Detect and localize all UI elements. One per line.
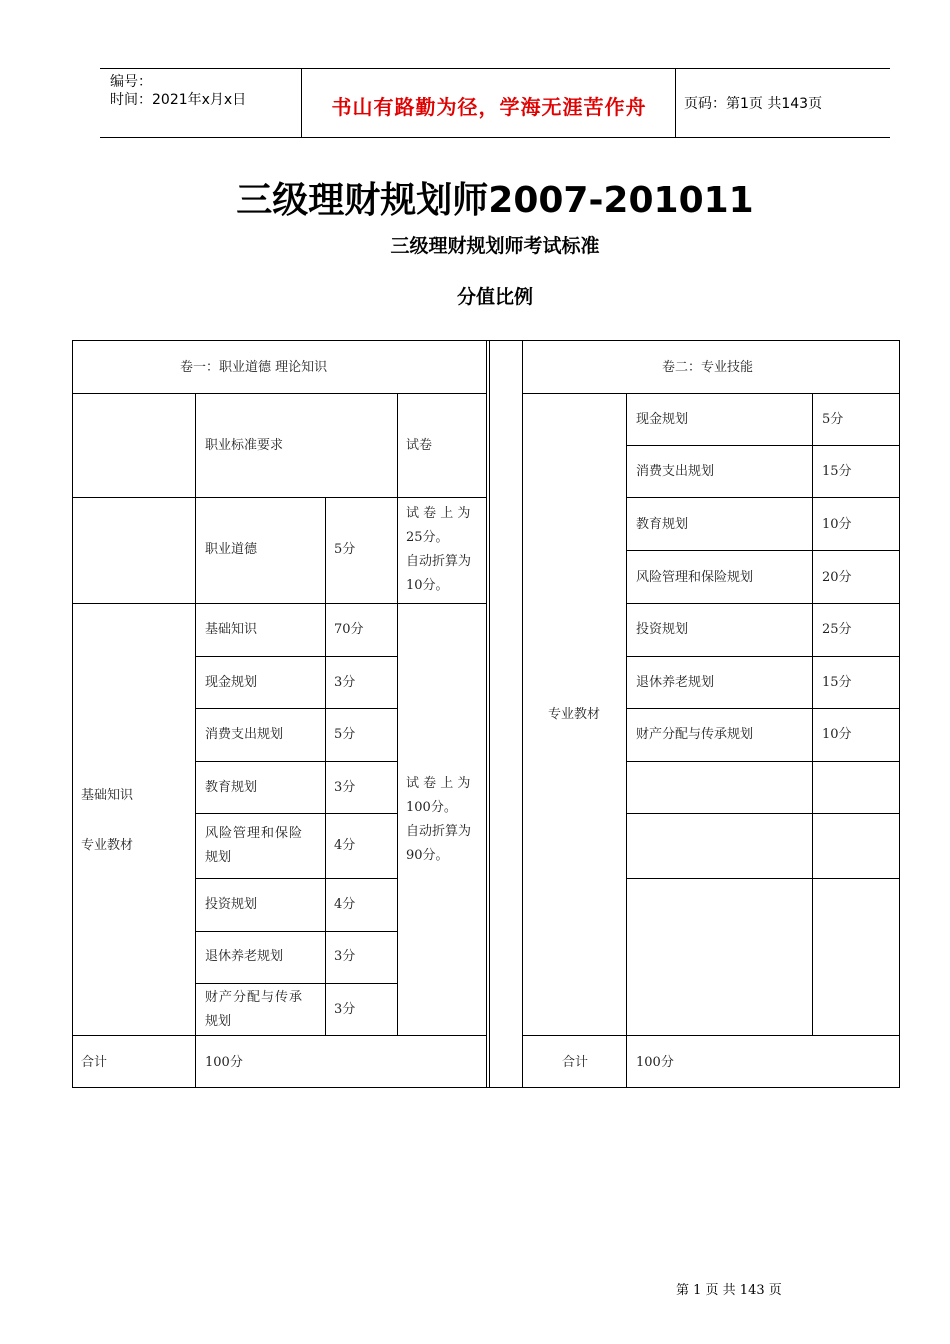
time-label: 时间：2021年x月x日	[110, 92, 247, 108]
right-row-score: 10分	[822, 727, 852, 742]
ethics-name: 职业道德	[205, 542, 258, 557]
col-paper-header: 试卷	[406, 438, 433, 453]
left-row-score: 5分	[334, 727, 356, 742]
page-header	[100, 68, 890, 138]
table-border	[522, 340, 523, 1088]
table-border	[486, 340, 487, 1088]
right-row-name: 风险管理和保险规划	[636, 570, 754, 585]
row-line	[195, 983, 397, 984]
total-label: 合计	[81, 1055, 108, 1070]
left-row-score: 3分	[334, 1002, 356, 1017]
left-row-score: 4分	[334, 897, 356, 912]
row-line	[72, 603, 486, 604]
right-row-name: 现金规划	[636, 412, 689, 427]
left-row-name: 退休养老规划	[205, 949, 284, 964]
right-row-name: 投资规划	[636, 622, 689, 637]
ethics-note: 试 卷 上 为 25分。 自动折算为 10分。	[406, 506, 472, 593]
right-row-name: 教育规划	[636, 517, 689, 532]
header-motto: 书山有路勤为径，学海无涯苦作舟	[331, 95, 647, 119]
total-value: 100分	[205, 1055, 243, 1070]
right-section-header: 卷二：专业技能	[662, 360, 754, 375]
col-line	[812, 393, 813, 1035]
group-label: 基础知识	[81, 788, 134, 803]
left-row-name: 基础知识	[205, 622, 258, 637]
table-border	[489, 340, 490, 1088]
right-row-name: 财产分配与传承规划	[636, 727, 754, 742]
section-heading: 分值比例	[456, 286, 533, 308]
document-title: 三级理财规划师2007-201011	[236, 180, 754, 221]
row-line	[626, 656, 900, 657]
row-line	[195, 878, 397, 879]
table-border	[899, 340, 900, 1088]
total-label: 合计	[562, 1055, 589, 1070]
right-row-score: 15分	[822, 675, 852, 690]
right-row-score: 15分	[822, 464, 852, 479]
col-requirement-header: 职业标准要求	[205, 438, 284, 453]
row-line	[72, 1035, 486, 1036]
row-line	[626, 761, 900, 762]
row-line	[626, 603, 900, 604]
row-line	[72, 497, 486, 498]
page-footer: 第 1 页 共 143 页	[676, 1283, 782, 1298]
right-group-label: 专业教材	[548, 707, 601, 722]
row-line	[195, 708, 397, 709]
left-row-score: 3分	[334, 949, 356, 964]
row-line	[195, 813, 397, 814]
left-row-name: 现金规划	[205, 675, 258, 690]
number-label: 编号：	[110, 74, 152, 90]
group-label: 专业教材	[81, 838, 134, 853]
left-row-name: 消费支出规划	[205, 727, 284, 742]
row-line	[195, 656, 397, 657]
row-line	[72, 393, 486, 394]
paper-note: 试 卷 上 为 100分。 自动折算为 90分。	[406, 776, 472, 863]
left-row-score: 4分	[334, 838, 356, 853]
left-row-score: 70分	[334, 622, 364, 637]
row-line	[195, 761, 397, 762]
header-page-info: 页码：第1页 共143页	[684, 96, 823, 112]
col-line	[397, 393, 398, 1035]
row-line	[195, 931, 397, 932]
left-row-name: 风险管理和保险 规划	[205, 826, 304, 865]
row-line	[626, 550, 900, 551]
row-line	[626, 708, 900, 709]
col-line	[626, 393, 627, 1088]
col-line	[195, 393, 196, 1088]
left-row-name: 财产分配与传承 规划	[205, 990, 304, 1029]
right-row-name: 消费支出规划	[636, 464, 715, 479]
right-row-name: 退休养老规划	[636, 675, 715, 690]
ethics-score: 5分	[334, 542, 356, 557]
right-row-score: 10分	[822, 517, 852, 532]
row-line	[626, 445, 900, 446]
right-row-score: 25分	[822, 622, 852, 637]
total-value: 100分	[636, 1055, 674, 1070]
left-row-score: 3分	[334, 675, 356, 690]
table-border	[72, 340, 73, 1088]
left-row-name: 教育规划	[205, 780, 258, 795]
score-table	[72, 340, 900, 1088]
row-line	[522, 1035, 900, 1036]
right-row-score: 20分	[822, 570, 852, 585]
document-subtitle: 三级理财规划师考试标准	[390, 235, 600, 257]
right-row-score: 5分	[822, 412, 844, 427]
col-line	[325, 497, 326, 1035]
header-meta	[110, 73, 246, 109]
left-section-header: 卷一：职业道德 理论知识	[180, 360, 328, 375]
row-line	[626, 878, 900, 879]
row-line	[626, 813, 900, 814]
left-row-name: 投资规划	[205, 897, 258, 912]
row-line	[626, 497, 900, 498]
left-row-score: 3分	[334, 780, 356, 795]
row-line	[522, 393, 900, 394]
